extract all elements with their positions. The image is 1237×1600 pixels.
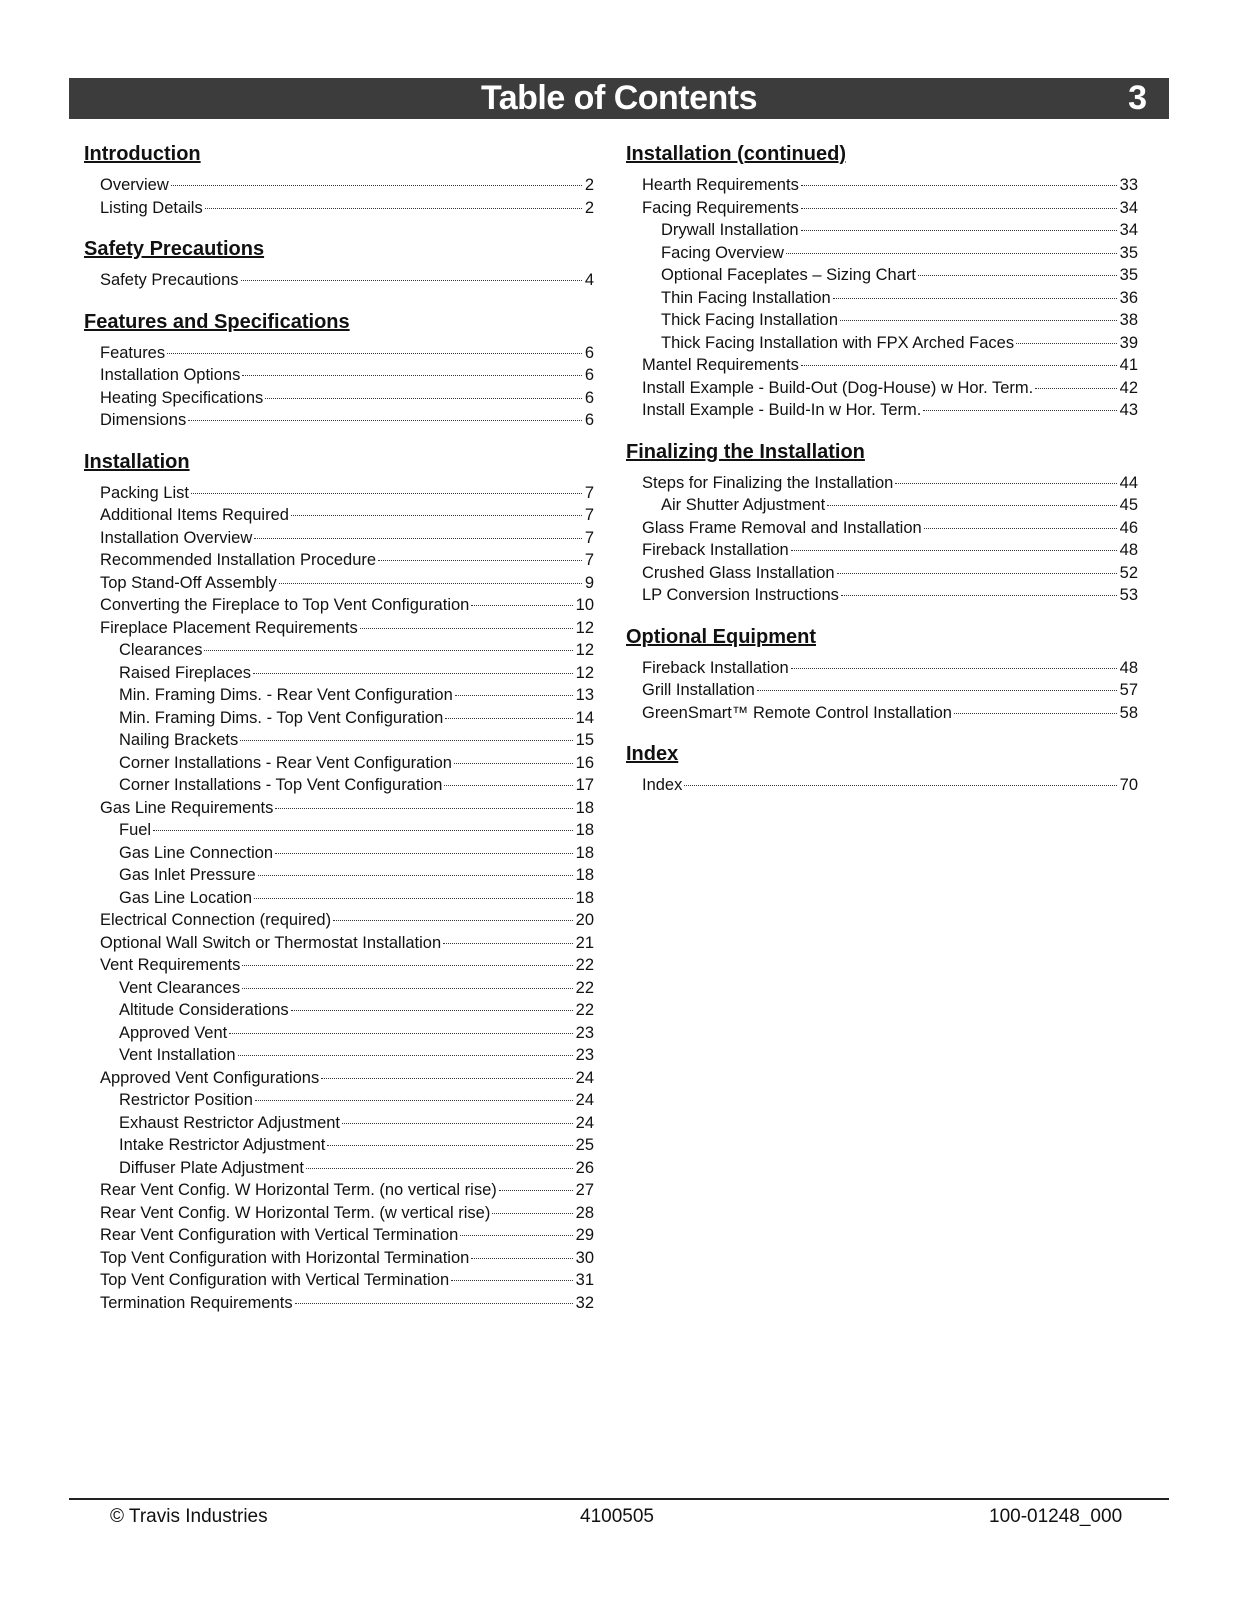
toc-entry[interactable]	[84, 1067, 594, 1090]
toc-entry-label: Glass Frame Removal and Installation	[642, 518, 922, 537]
toc-entry-label: Fireback Installation	[642, 541, 789, 559]
section-heading: Installation (continued)	[626, 143, 846, 165]
dot-leader	[827, 505, 1116, 506]
dot-leader	[443, 943, 572, 944]
toc-entry[interactable]	[84, 504, 594, 527]
dot-leader	[291, 515, 582, 516]
toc-entry[interactable]	[626, 242, 1138, 265]
dot-leader	[924, 528, 1117, 529]
toc-left-column	[84, 140, 594, 1330]
toc-entry-page: 30	[575, 1248, 594, 1267]
toc-entry-page: 24	[575, 1068, 594, 1087]
toc-entry-label: Install Example - Build-In w Hor. Term.	[642, 401, 922, 419]
page-header	[69, 78, 1169, 119]
toc-entry[interactable]	[84, 364, 594, 387]
toc-entry-page: 33	[1119, 176, 1138, 194]
toc-entry-page: 23	[575, 1046, 594, 1064]
dot-leader	[786, 253, 1117, 254]
toc-section	[84, 308, 594, 432]
toc-entry[interactable]	[84, 842, 594, 865]
toc-entry-label: Restrictor Position	[119, 1091, 253, 1109]
toc-entry-label: Rear Vent Config. W Horizontal Term. (no vertical rise)	[100, 1181, 497, 1199]
toc-entry[interactable]	[84, 1224, 594, 1247]
toc-entry-label: Overview	[100, 176, 169, 194]
toc-entry-label: Safety Precautions	[100, 271, 239, 289]
section-heading: Finalizing the Installation	[626, 440, 865, 463]
toc-entry-label: Rear Vent Configuration with Vertical Termination	[100, 1226, 459, 1244]
toc-entry[interactable]	[84, 1247, 594, 1270]
toc-entry[interactable]	[84, 752, 594, 775]
toc-entry[interactable]	[84, 1022, 594, 1045]
dot-leader	[454, 763, 573, 764]
toc-entry[interactable]	[84, 1044, 594, 1067]
dot-leader	[255, 1100, 573, 1101]
toc-entry-label: Gas Line Location	[119, 888, 253, 907]
toc-entry[interactable]	[84, 819, 594, 842]
dot-leader	[191, 493, 582, 494]
page-number: 3	[1128, 79, 1147, 117]
toc-entry-label: Vent Requirements	[100, 956, 241, 974]
toc-entry[interactable]	[84, 197, 594, 220]
toc-entry-page: 44	[1119, 473, 1138, 492]
toc-entry-page: 45	[1119, 496, 1138, 514]
dot-leader	[342, 1123, 573, 1124]
toc-entry-page: 9	[584, 573, 594, 592]
toc-entry-page: 6	[584, 343, 594, 362]
toc-entry[interactable]	[84, 1179, 594, 1202]
toc-entry-label: Approved Vent Configurations	[100, 1068, 320, 1087]
toc-entry-page: 13	[575, 686, 594, 704]
toc-entry-page: 46	[1119, 518, 1138, 537]
toc-section	[84, 235, 594, 292]
toc-entry-label: Corner Installations - Rear Vent Configuration	[119, 753, 452, 772]
toc-entry-label: Termination Requirements	[100, 1293, 293, 1312]
toc-entry[interactable]	[626, 702, 1138, 725]
toc-entry-label: Packing List	[100, 483, 189, 502]
toc-entry-page: 12	[575, 641, 594, 659]
toc-entry[interactable]	[84, 1089, 594, 1112]
toc-entry-label: Steps for Finalizing the Installation	[642, 473, 894, 492]
dot-leader	[801, 365, 1117, 366]
toc-entry-page: 2	[584, 176, 594, 194]
toc-entry-label: Gas Line Requirements	[100, 798, 274, 817]
toc-entry-page: 12	[575, 663, 594, 682]
toc-entry[interactable]	[84, 549, 594, 572]
toc-entry[interactable]	[84, 1134, 594, 1157]
toc-entry[interactable]	[626, 197, 1138, 220]
toc-entry-page: 10	[575, 596, 594, 614]
toc-entry-label: Air Shutter Adjustment	[661, 496, 826, 514]
toc-entry-label: Thick Facing Installation	[661, 311, 838, 329]
toc-entry-label: Index	[642, 776, 683, 794]
dot-leader	[791, 668, 1117, 669]
toc-entry[interactable]	[84, 774, 594, 797]
toc-entry-label: Thin Facing Installation	[661, 288, 831, 307]
toc-entry-page: 22	[575, 978, 594, 997]
toc-entry-page: 53	[1119, 586, 1138, 604]
toc-entry-label: Approved Vent	[119, 1023, 228, 1042]
dot-leader	[167, 353, 582, 354]
toc-entry[interactable]	[84, 909, 594, 932]
toc-right-column	[626, 140, 1138, 813]
toc-entry[interactable]	[84, 1202, 594, 1225]
dot-leader	[801, 185, 1117, 186]
dot-leader	[895, 483, 1116, 484]
toc-entry[interactable]	[84, 1112, 594, 1135]
dot-leader	[378, 560, 582, 561]
toc-entry-page: 48	[1119, 658, 1138, 677]
toc-entry-page: 41	[1119, 356, 1138, 374]
toc-entry[interactable]	[626, 494, 1138, 517]
toc-entry[interactable]	[84, 684, 594, 707]
dot-leader	[837, 573, 1117, 574]
toc-entry-page: 18	[575, 821, 594, 839]
toc-entry-label: Features	[100, 343, 166, 362]
dot-leader	[321, 1078, 572, 1079]
dot-leader	[471, 605, 572, 606]
toc-entry[interactable]	[84, 999, 594, 1022]
toc-entry-page: 57	[1119, 681, 1138, 699]
toc-entry-page: 58	[1119, 703, 1138, 722]
toc-entry[interactable]	[626, 287, 1138, 310]
toc-entry-label: Top Stand-Off Assembly	[100, 573, 277, 592]
toc-entry-label: Electrical Connection (required)	[100, 911, 332, 929]
dot-leader	[279, 583, 582, 584]
dot-leader	[291, 1010, 573, 1011]
toc-entry[interactable]	[626, 309, 1138, 332]
toc-entry[interactable]	[626, 584, 1138, 607]
toc-entry[interactable]	[84, 887, 594, 910]
toc-entry-label: Top Vent Configuration with Horizontal Termination	[100, 1248, 470, 1267]
toc-entry-label: Facing Requirements	[642, 198, 799, 217]
toc-entry-label: Heating Specifications	[100, 388, 264, 407]
toc-entry-page: 25	[575, 1136, 594, 1154]
toc-section	[626, 740, 1138, 797]
toc-entry-page: 35	[1119, 266, 1138, 284]
toc-entry-page: 35	[1119, 243, 1138, 262]
toc-entry[interactable]	[84, 527, 594, 550]
dot-leader	[242, 965, 572, 966]
section-heading: Introduction	[84, 143, 201, 165]
section-heading: Features and Specifications	[84, 310, 350, 333]
dot-leader	[833, 298, 1117, 299]
toc-entry-page: 12	[575, 618, 594, 637]
dot-leader	[275, 808, 572, 809]
toc-entry[interactable]	[84, 977, 594, 1000]
toc-entry-page: 52	[1119, 563, 1138, 582]
toc-entry-label: Hearth Requirements	[642, 176, 799, 194]
toc-entry-page: 24	[575, 1091, 594, 1109]
dot-leader	[242, 375, 581, 376]
dot-leader	[923, 410, 1116, 411]
toc-entry[interactable]	[626, 774, 1138, 797]
toc-entry-label: Vent Clearances	[119, 978, 241, 997]
dot-leader	[471, 1258, 572, 1259]
toc-entry-label: Optional Wall Switch or Thermostat Installation	[100, 933, 442, 952]
toc-entry-label: Installation Overview	[100, 528, 253, 547]
toc-entry-page: 18	[575, 888, 594, 907]
dot-leader	[757, 690, 1117, 691]
toc-entry[interactable]	[84, 387, 594, 410]
dot-leader	[684, 785, 1116, 786]
dot-leader	[205, 208, 582, 209]
toc-entry[interactable]	[626, 264, 1138, 287]
toc-entry[interactable]	[626, 657, 1138, 680]
toc-entry-page: 34	[1119, 221, 1138, 239]
dot-leader	[240, 740, 572, 741]
section-heading: Safety Precautions	[84, 238, 265, 260]
footer-copyright: © Travis Industries	[110, 1506, 268, 1527]
toc-entry-page: 14	[575, 708, 594, 727]
dot-leader	[153, 830, 573, 831]
dot-leader	[1035, 388, 1116, 389]
toc-entry-label: Additional Items Required	[100, 506, 289, 524]
toc-entry[interactable]	[84, 617, 594, 640]
dot-leader	[801, 230, 1117, 231]
dot-leader	[254, 538, 582, 539]
toc-entry-page: 4	[584, 271, 594, 289]
toc-entry-label: Listing Details	[100, 198, 203, 217]
toc-entry-label: Nailing Brackets	[119, 731, 239, 749]
dot-leader	[265, 398, 582, 399]
toc-entry[interactable]	[626, 517, 1138, 540]
toc-section	[626, 438, 1138, 607]
toc-entry[interactable]	[626, 679, 1138, 702]
toc-entry-page: 21	[575, 933, 594, 952]
toc-entry-label: Raised Fireplaces	[119, 663, 252, 682]
toc-section	[626, 623, 1138, 725]
toc-entry-label: Recommended Installation Procedure	[100, 551, 377, 569]
toc-entry-page: 6	[584, 366, 594, 384]
toc-entry-label: Altitude Considerations	[119, 1001, 289, 1019]
dot-leader	[460, 1235, 572, 1236]
toc-entry[interactable]	[84, 269, 594, 292]
dot-leader	[241, 280, 582, 281]
toc-entry[interactable]	[626, 562, 1138, 585]
dot-leader	[954, 713, 1117, 714]
toc-entry-page: 15	[575, 731, 594, 749]
dot-leader	[229, 1033, 572, 1034]
dot-leader	[204, 650, 572, 651]
toc-entry[interactable]	[84, 174, 594, 197]
toc-entry[interactable]	[84, 864, 594, 887]
toc-entry[interactable]	[626, 539, 1138, 562]
toc-entry[interactable]	[84, 797, 594, 820]
toc-entry-page: 24	[575, 1113, 594, 1132]
dot-leader	[258, 875, 573, 876]
dot-leader	[444, 785, 572, 786]
toc-entry-label: Fireplace Placement Requirements	[100, 618, 358, 637]
toc-entry-page: 18	[575, 843, 594, 862]
toc-entry[interactable]	[84, 342, 594, 365]
toc-entry-page: 20	[575, 911, 594, 929]
toc-entry[interactable]	[84, 482, 594, 505]
toc-entry[interactable]	[84, 639, 594, 662]
dot-leader	[841, 595, 1117, 596]
dot-leader	[455, 695, 573, 696]
toc-entry-label: Vent Installation	[119, 1046, 236, 1064]
dot-leader	[253, 673, 573, 674]
toc-entry-label: Clearances	[119, 641, 203, 659]
dot-leader	[1016, 343, 1117, 344]
toc-entry-page: 16	[575, 753, 594, 772]
toc-entry-label: Install Example - Build-Out (Dog-House) w Hor. Term.	[642, 378, 1034, 397]
dot-leader	[306, 1168, 573, 1169]
dot-leader	[499, 1190, 573, 1191]
dot-leader	[333, 920, 573, 921]
dot-leader	[801, 208, 1117, 209]
toc-entry-page: 34	[1119, 198, 1138, 217]
section-heading: Optional Equipment	[626, 625, 816, 648]
dot-leader	[171, 185, 582, 186]
dot-leader	[445, 718, 572, 719]
dot-leader	[791, 550, 1117, 551]
dot-leader	[451, 1280, 572, 1281]
toc-entry-page: 42	[1119, 378, 1138, 397]
toc-entry-page: 18	[575, 798, 594, 817]
dot-leader	[188, 420, 582, 421]
toc-entry-page: 38	[1119, 311, 1138, 329]
dot-leader	[275, 853, 573, 854]
toc-entry-label: Intake Restrictor Adjustment	[119, 1136, 326, 1154]
section-heading: Installation	[84, 450, 190, 473]
toc-entry-page: 6	[584, 388, 594, 407]
toc-entry-page: 39	[1119, 333, 1138, 352]
toc-entry-page: 26	[575, 1158, 594, 1177]
toc-entry-label: Gas Inlet Pressure	[119, 866, 256, 884]
toc-entry-page: 6	[584, 411, 594, 429]
toc-entry[interactable]	[84, 932, 594, 955]
toc-section	[84, 448, 594, 1315]
toc-entry[interactable]	[84, 662, 594, 685]
footer-doc-number: 4100505	[580, 1506, 654, 1527]
toc-entry[interactable]	[84, 594, 594, 617]
toc-entry-page: 22	[575, 956, 594, 974]
toc-entry[interactable]	[626, 377, 1138, 400]
toc-entry-label: Diffuser Plate Adjustment	[119, 1158, 304, 1177]
toc-entry[interactable]	[626, 399, 1138, 422]
toc-entry[interactable]	[84, 1269, 594, 1292]
toc-entry-label: LP Conversion Instructions	[642, 586, 839, 604]
toc-entry-label: Gas Line Connection	[119, 843, 274, 862]
toc-entry-label: Optional Faceplates – Sizing Chart	[661, 266, 916, 284]
toc-entry[interactable]	[626, 354, 1138, 377]
toc-entry-page: 27	[575, 1181, 594, 1199]
dot-leader	[360, 628, 573, 629]
toc-entry-label: Thick Facing Installation with FPX Arched Faces	[661, 333, 1015, 352]
toc-entry[interactable]	[84, 409, 594, 432]
toc-entry-page: 36	[1119, 288, 1138, 307]
toc-entry-label: Fuel	[119, 821, 152, 839]
page-title: Table of Contents	[480, 79, 758, 117]
dot-leader	[492, 1213, 572, 1214]
dot-leader	[242, 988, 573, 989]
toc-entry-page: 22	[575, 1001, 594, 1019]
toc-entry-page: 2	[584, 198, 594, 217]
toc-entry[interactable]	[84, 1292, 594, 1315]
toc-entry[interactable]	[626, 332, 1138, 355]
toc-entry-page: 17	[575, 776, 594, 794]
toc-entry-page: 18	[575, 866, 594, 884]
toc-entry-label: GreenSmart™ Remote Control Installation	[642, 703, 952, 722]
footer-part-number: 100-01248_000	[989, 1506, 1123, 1527]
toc-entry-page: 32	[575, 1293, 594, 1312]
toc-entry-label: Exhaust Restrictor Adjustment	[119, 1113, 341, 1132]
toc-entry-page: 7	[584, 528, 594, 547]
toc-entry-page: 70	[1119, 776, 1138, 794]
dot-leader	[840, 320, 1117, 321]
toc-entry[interactable]	[626, 219, 1138, 242]
toc-entry-label: Drywall Installation	[661, 221, 799, 239]
toc-entry-label: Installation Options	[100, 366, 241, 384]
toc-entry[interactable]	[84, 1157, 594, 1180]
toc-entry-label: Top Vent Configuration with Vertical Termination	[100, 1271, 450, 1289]
section-heading: Index	[626, 743, 679, 765]
toc-entry-label: Rear Vent Config. W Horizontal Term. (w vertical rise)	[100, 1203, 491, 1222]
dot-leader	[254, 898, 573, 899]
toc-entry-page: 43	[1119, 401, 1138, 419]
toc-entry-label: Corner Installations - Top Vent Configuration	[119, 776, 443, 794]
toc-section	[84, 140, 594, 219]
toc-entry-label: Grill Installation	[642, 681, 755, 699]
toc-entry-page: 28	[575, 1203, 594, 1222]
toc-entry[interactable]	[84, 572, 594, 595]
toc-entry-page: 48	[1119, 541, 1138, 559]
toc-entry-page: 31	[575, 1271, 594, 1289]
toc-section	[626, 140, 1138, 422]
toc-entry-label: Min. Framing Dims. - Top Vent Configuration	[119, 708, 444, 727]
dot-leader	[327, 1145, 572, 1146]
toc-entry-label: Mantel Requirements	[642, 356, 799, 374]
toc-entry-page: 23	[575, 1023, 594, 1042]
dot-leader	[295, 1303, 573, 1304]
toc-entry-label: Converting the Fireplace to Top Vent Configuration	[100, 596, 470, 614]
toc-entry[interactable]	[84, 707, 594, 730]
toc-entry-label: Facing Overview	[661, 243, 784, 262]
toc-entry[interactable]	[626, 174, 1138, 197]
toc-entry-label: Crushed Glass Installation	[642, 563, 835, 582]
toc-entry[interactable]	[84, 954, 594, 977]
toc-entry-label: Min. Framing Dims. - Rear Vent Configuration	[119, 686, 453, 704]
toc-entry-label: Fireback Installation	[642, 658, 789, 677]
toc-entry[interactable]	[84, 729, 594, 752]
footer-divider	[69, 1498, 1169, 1500]
dot-leader	[918, 275, 1117, 276]
toc-entry[interactable]	[626, 472, 1138, 495]
toc-entry-label: Dimensions	[100, 411, 187, 429]
toc-entry-page: 29	[575, 1226, 594, 1244]
toc-entry-page: 7	[584, 506, 594, 524]
toc-entry-page: 7	[584, 551, 594, 569]
dot-leader	[238, 1055, 573, 1056]
toc-entry-page: 7	[584, 483, 594, 502]
